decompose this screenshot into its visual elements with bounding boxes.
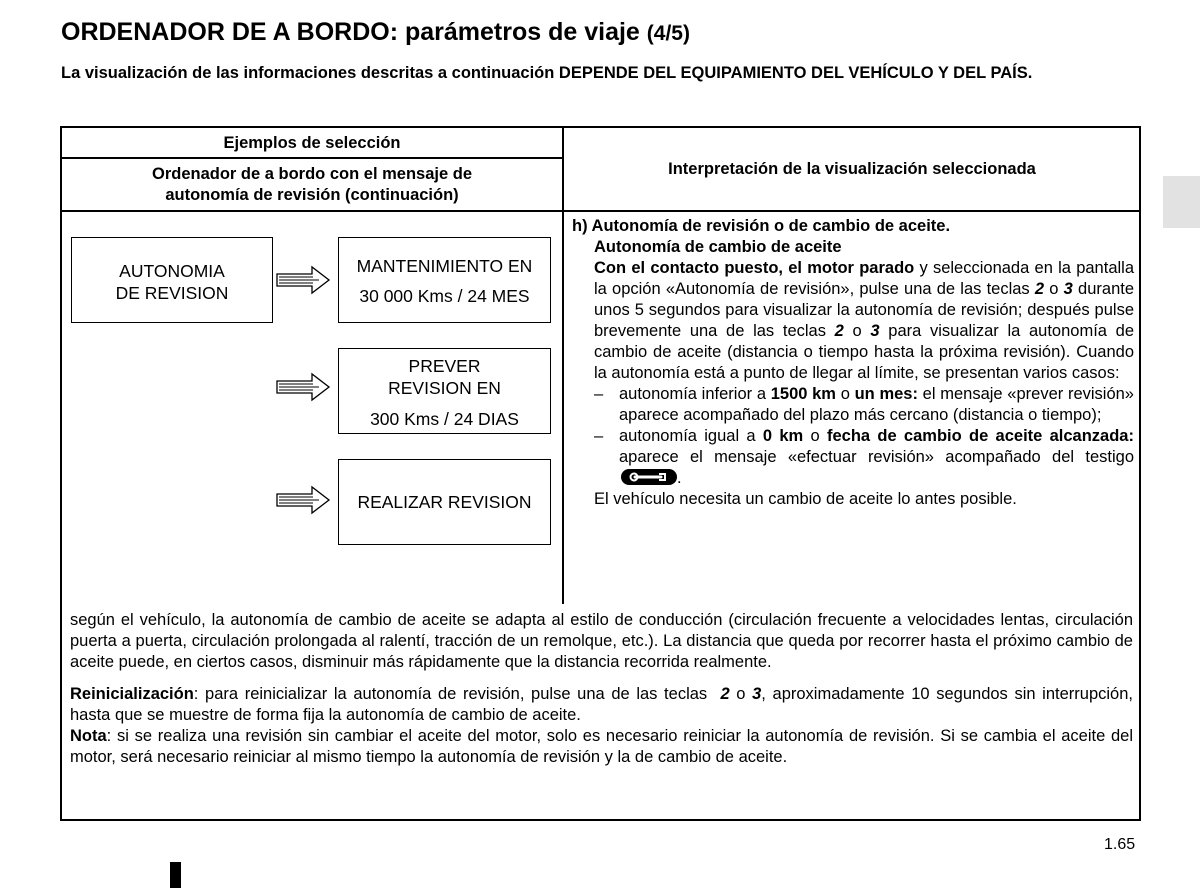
display-text: 300 Kms / 24 DIAS (370, 409, 519, 429)
paragraph: El vehículo necesita un cambio de aceite lo antes posible. (594, 490, 1017, 508)
bottom-notes (70, 610, 1133, 768)
crop-mark (170, 862, 181, 888)
display-realizar (338, 459, 551, 545)
key-label: 3 (752, 685, 762, 703)
display-text: 30 000 Kms / 24 MES (359, 286, 530, 306)
header-computer-line2: autonomía de revisión (continuación) (165, 186, 459, 204)
bold-text: un mes: (854, 385, 918, 403)
bullet-dash: – (594, 385, 604, 403)
text: o (729, 685, 753, 703)
display-text: DE REVISION (115, 283, 229, 303)
arrow-right-icon (275, 485, 331, 515)
text: aparece el mensaje «efectuar revisión» acompañado del testigo (619, 448, 1134, 466)
bullet-dash: – (594, 427, 604, 445)
text: . (677, 469, 682, 487)
page-title (61, 18, 690, 47)
display-autonomia (71, 237, 273, 323)
display-text: REVISION EN (388, 378, 501, 398)
key-label: 3 (1063, 280, 1073, 298)
title-main: ORDENADOR DE A BORDO: parámetros de viaje (61, 18, 640, 46)
header-interpretation: Interpretación de la visualización seleccionada (668, 160, 1036, 178)
text: y seleccionada en la pantalla la opción «Autonomía de revisión», pulse una de las teclas (594, 259, 1135, 298)
paragraph: según el vehículo, la autonomía de cambio de aceite se adapta al estilo de conducción (circulación frecuente a velocidades lentas, circulación puerta a puerta, circulación prolongada al ralentí, tracción de un remolque, etc.). La distancia que queda por recorrer hasta el próximo cambio de aceite puede, en ciertos casos, disminuir más rápidamente que la distancia recorrida realmente. (70, 611, 1133, 671)
page-number: 1.65 (1104, 836, 1136, 853)
nota-paragraph (70, 726, 1133, 768)
display-prever (338, 348, 551, 434)
oil-change-wrench-icon (621, 469, 677, 485)
bold-label: Nota (70, 727, 107, 745)
bold-text: 1500 km (770, 385, 836, 403)
paragraph (572, 258, 1134, 384)
interpretation-text (572, 216, 1134, 510)
section-tab (1163, 176, 1200, 228)
display-text: PREVER (408, 356, 481, 376)
text: para visualizar la autonomía de cambio de aceite (distancia o tiempo hasta la próxima revisión). Cuando la autonomía está a punto de llegar al límite, se presentan varios casos: (594, 322, 1134, 382)
title-part: (4/5) (646, 22, 690, 45)
key-label: 2 (834, 322, 844, 340)
key-label: 2 (720, 685, 730, 703)
key-label: 2 (1034, 280, 1045, 298)
display-mantenimiento (338, 237, 551, 323)
text: durante unos 5 segundos para visualizar la autonomía de revisión; después pulse brevemente una de las teclas (594, 280, 1135, 340)
header-computer (62, 164, 562, 206)
text: o (835, 385, 855, 403)
display-text: AUTONOMIA (119, 261, 225, 281)
reinicializacion-paragraph (70, 684, 1133, 726)
key-label: 3 (870, 322, 880, 340)
text: o (1044, 280, 1064, 298)
text: : si se realiza una revisión sin cambiar el aceite del motor, solo es necesario reiniciar la autonomía de revisión. Si se cambia el aceite del motor, será necesario reiniciar al mismo tiempo la autonomía de revisión y la de cambio de aceite. (70, 727, 1133, 766)
arrow-right-icon (275, 265, 331, 295)
column-divider (562, 126, 564, 604)
list-item (572, 384, 1134, 426)
text: o (843, 322, 871, 340)
arrow-right-icon (275, 372, 331, 402)
bold-label: Reinicialización (70, 685, 194, 703)
bold-text: Con el contacto puesto, el motor parado (594, 259, 915, 277)
bold-text: fecha de cambio de aceite alcanzada: (826, 427, 1134, 445)
text: el mensaje «prever revisión» aparece acompañado del plazo más cercano (distancia o tiempo); (619, 385, 1134, 424)
text: : para reinicializar la autonomía de revisión, pulse una de las teclas (193, 685, 721, 703)
header-divider-left (61, 157, 563, 159)
text: o (803, 427, 827, 445)
list-item (572, 426, 1134, 489)
text: , aproximadamente 10 segundos sin interrupción, hasta que se muestre de forma fija la autonomía de cambio de aceite. (70, 685, 1133, 724)
intro-note: La visualización de las informaciones descritas a continuación DEPENDE DEL EQUIPAMIENTO DEL VEHÍCULO Y DEL PAÍS. (61, 64, 1033, 82)
header-divider (61, 210, 1140, 212)
display-text: MANTENIMIENTO EN (356, 256, 533, 276)
bold-text: 0 km (762, 427, 804, 445)
header-examples: Ejemplos de selección (223, 134, 401, 152)
header-computer-line1: Ordenador de a bordo con el mensaje de (152, 165, 472, 183)
text: autonomía igual a (619, 427, 763, 445)
display-text: REALIZAR REVISION (357, 492, 532, 512)
section-subheading: Autonomía de cambio de aceite (594, 238, 842, 256)
section-heading: h) Autonomía de revisión o de cambio de aceite. (572, 217, 951, 235)
text: autonomía inferior a (619, 385, 771, 403)
